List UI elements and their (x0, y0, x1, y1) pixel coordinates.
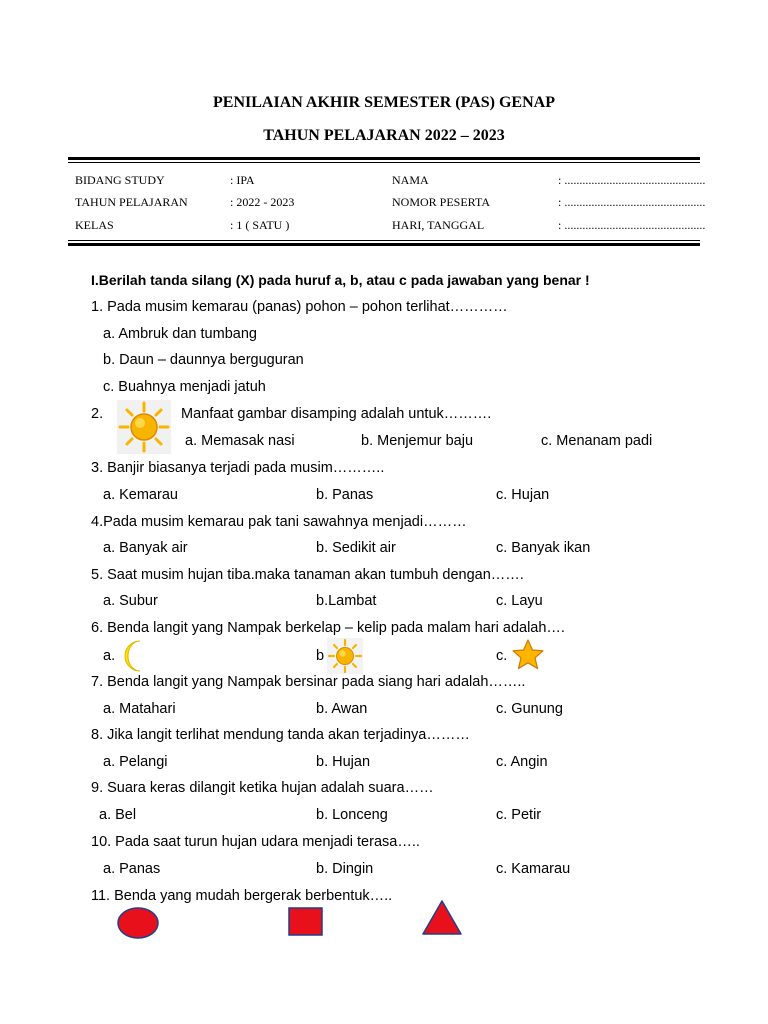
q3-option-b: b. Panas (316, 487, 374, 503)
info-label-class: KELAS (75, 218, 114, 232)
q7-option-c: c. Gunung (496, 701, 563, 717)
q8-option-b: b. Hujan (316, 754, 371, 770)
q9-option-b: b. Lonceng (316, 807, 388, 823)
exam-title: PENILAIAN AKHIR SEMESTER (PAS) GENAP (213, 94, 555, 111)
bottom-double-rule-thick (68, 243, 700, 246)
info-label-date: HARI, TANGGAL (392, 218, 485, 232)
question-10: 10. Pada saat turun hujan udara menjadi terasa….. (91, 834, 420, 850)
info-field-participant-number: : ............................................... (558, 195, 706, 209)
info-value-year: : 2022 - 2023 (230, 195, 295, 209)
q4-option-a: a. Banyak air (103, 540, 188, 556)
triangle-shape (421, 899, 463, 937)
info-field-name: : ............................................... (558, 173, 706, 187)
question-2: Manfaat gambar disamping adalah untuk………. (181, 406, 492, 422)
question-11: 11. Benda yang mudah bergerak berbentuk….. (91, 888, 393, 904)
q10-option-b: b. Dingin (316, 861, 374, 877)
question-4: 4.Pada musim kemarau pak tani sawahnya menjadi……… (91, 514, 467, 530)
q1-option-c: c. Buahnya menjadi jatuh (103, 379, 266, 395)
q8-option-a: a. Pelangi (103, 754, 168, 770)
sun-icon (117, 400, 171, 454)
question-8: 8. Jika langit terlihat mendung tanda akan terjadinya……… (91, 727, 470, 743)
q3-option-a: a. Kemarau (103, 487, 178, 503)
sun-icon (327, 638, 363, 674)
rectangle-shape (288, 907, 324, 937)
question-6: 6. Benda langit yang Nampak berkelap – kelip pada malam hari adalah…. (91, 620, 565, 636)
q10-option-c: c. Kamarau (496, 861, 571, 877)
info-label-year: TAHUN PELAJARAN (75, 195, 188, 209)
q7-option-b: b. Awan (316, 701, 368, 717)
q10-option-a: a. Panas (103, 861, 161, 877)
q6-option-c: c. (496, 648, 508, 664)
q4-option-c: c. Banyak ikan (496, 540, 591, 556)
q7-option-a: a. Matahari (103, 701, 176, 717)
q2-option-a: a. Memasak nasi (185, 433, 295, 449)
q6-option-b: b (316, 648, 325, 664)
question-7: 7. Benda langit yang Nampak bersinar pada siang hari adalah…….. (91, 674, 526, 690)
info-label-name: NAMA (392, 173, 429, 187)
q5-option-c: c. Layu (496, 593, 543, 609)
info-label-participant-number: NOMOR PESERTA (392, 195, 490, 209)
q2-option-c: c. Menanam padi (541, 433, 653, 449)
top-double-rule-thick (68, 157, 700, 160)
q2-option-b: b. Menjemur baju (361, 433, 474, 449)
bottom-double-rule-thin (68, 240, 700, 241)
q1-option-b: b. Daun – daunnya berguguran (103, 352, 304, 368)
info-value-class: : 1 ( SATU ) (230, 218, 290, 232)
question-5: 5. Saat musim hujan tiba.maka tanaman akan tumbuh dengan……. (91, 567, 524, 583)
q9-option-a: a. Bel (99, 807, 137, 823)
q6-option-a: a. (103, 648, 116, 664)
q3-option-c: c. Hujan (496, 487, 550, 503)
info-field-date: : ............................................... (558, 218, 706, 232)
q4-option-b: b. Sedikit air (316, 540, 396, 556)
q5-option-a: a. Subur (103, 593, 158, 609)
q1-option-a: a. Ambruk dan tumbang (103, 326, 257, 342)
question-9: 9. Suara keras dilangit ketika hujan adalah suara…… (91, 780, 434, 796)
star-icon (511, 638, 545, 672)
q8-option-c: c. Angin (496, 754, 548, 770)
school-year-title: TAHUN PELAJARAN 2022 – 2023 (263, 127, 505, 144)
question-3: 3. Banjir biasanya terjadi pada musim……….. (91, 460, 385, 476)
info-label-subject: BIDANG STUDY (75, 173, 165, 187)
q9-option-c: c. Petir (496, 807, 542, 823)
question-1: 1. Pada musim kemarau (panas) pohon – pohon terlihat………… (91, 299, 508, 315)
question-2-number: 2. (91, 406, 104, 422)
instruction: I.Berilah tanda silang (X) pada huruf a, b, atau c pada jawaban yang benar ! (91, 272, 590, 288)
ellipse-shape (116, 906, 160, 940)
top-double-rule-thin (68, 162, 700, 163)
moon-icon (118, 638, 154, 674)
q5-option-b: b.Lambat (316, 593, 377, 609)
info-value-subject: : IPA (230, 173, 255, 187)
